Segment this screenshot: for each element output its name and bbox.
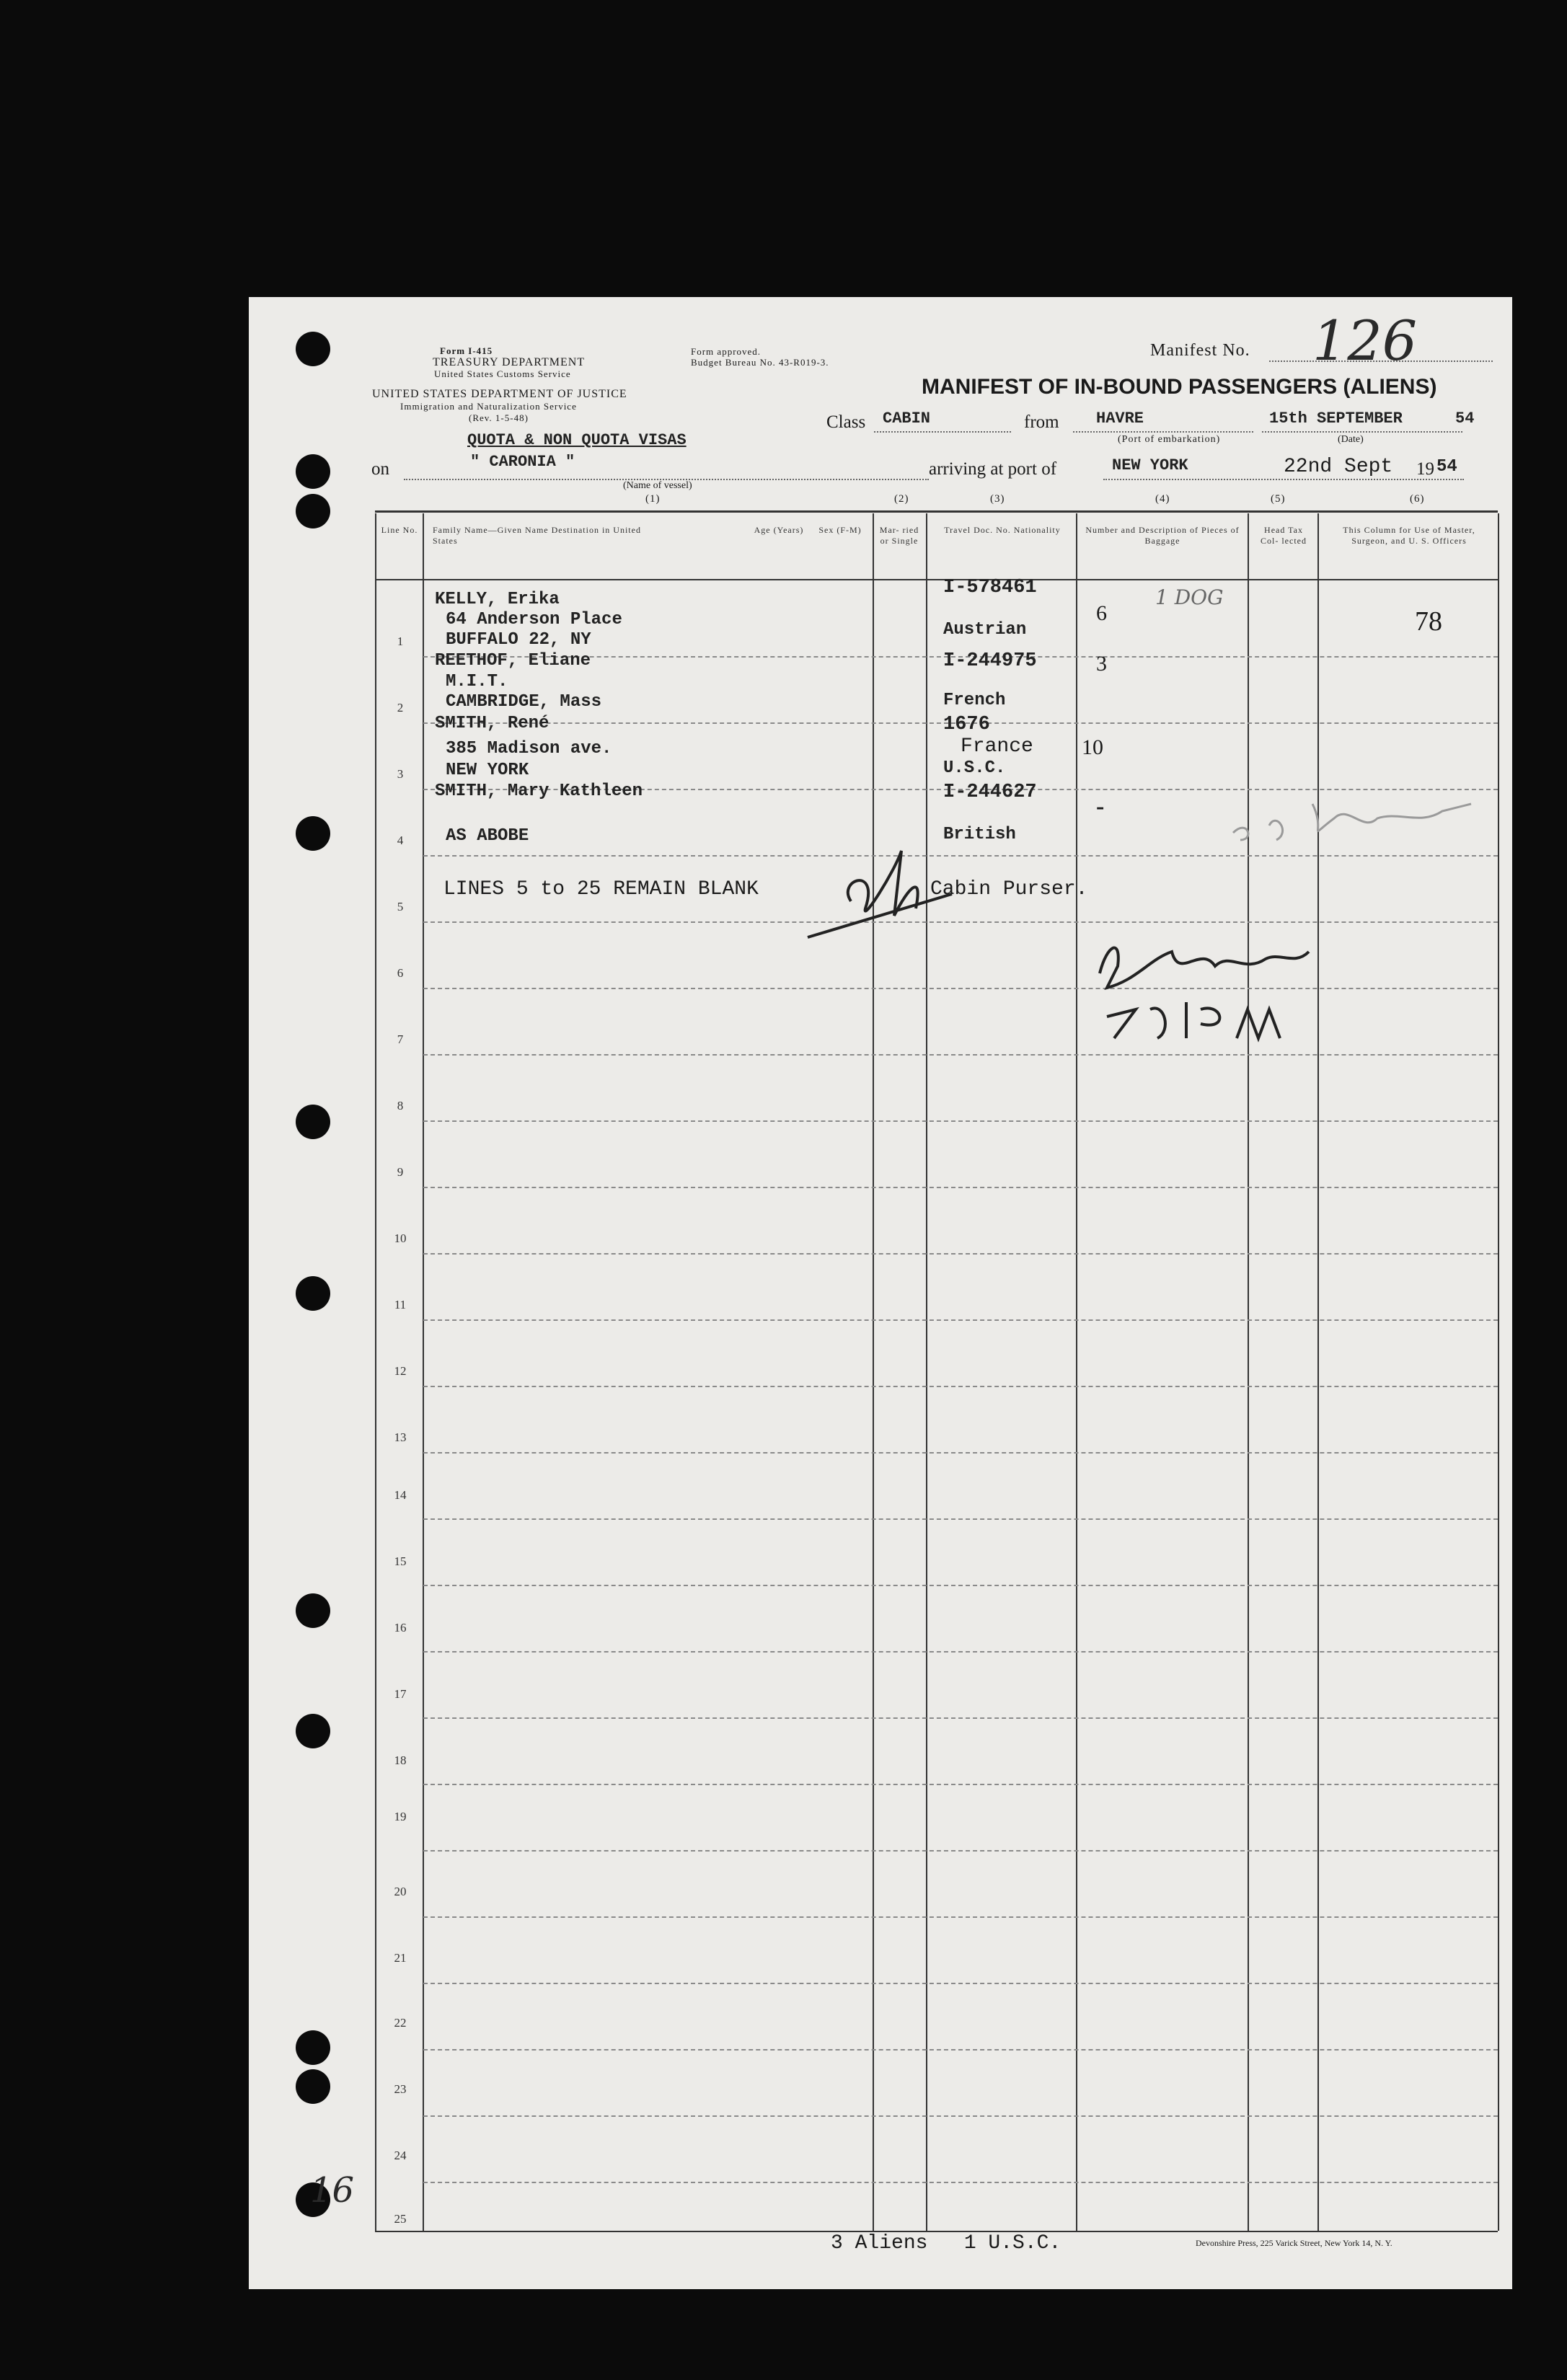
purser-signature (793, 829, 966, 952)
header-head-tax: Head Tax Col- lected (1261, 525, 1307, 546)
punch-hole (296, 1105, 330, 1139)
remain-blank-note: LINES 5 to 25 REMAIN BLANK (443, 878, 759, 901)
arrival-date: 22nd Sept (1284, 456, 1393, 478)
line-number: 4 (397, 833, 404, 847)
on-label: on (371, 459, 389, 479)
entry-address: AS ABOBE (446, 826, 529, 846)
line-number: 10 (394, 1231, 407, 1245)
quota-note: QUOTA & NON QUOTA VISAS (467, 431, 687, 449)
line-number: 14 (394, 1488, 407, 1502)
arrival-year: 54 (1436, 457, 1457, 477)
entry-baggage: 6 (1096, 601, 1107, 625)
port-embarkation-label: (Port of embarkation) (1118, 434, 1221, 445)
punch-hole (296, 2030, 330, 2065)
line-number: 19 (394, 1810, 407, 1823)
rev-date: (Rev. 1-5-48) (469, 412, 529, 423)
entry-doc: 1676 (943, 714, 990, 735)
entry-city: BUFFALO 22, NY (446, 630, 591, 650)
from-port: HAVRE (1096, 410, 1144, 428)
header-name: Family Name—Given Name Destination in United States (433, 525, 641, 546)
header-officers: This Column for Use of Master, Surgeon, and U. S. Officers (1343, 525, 1475, 546)
entry-nationality: Austrian (943, 620, 1027, 640)
entry-nationality-2: U.S.C. (943, 758, 1006, 778)
colnum-3: (3) (990, 493, 1005, 505)
date-label: (Date) (1338, 434, 1364, 445)
dept-ins: Immigration and Naturalization Service (400, 401, 577, 412)
departure-year: 54 (1455, 410, 1475, 428)
colnum-2: (2) (894, 493, 909, 505)
line-number: 5 (397, 900, 404, 913)
entry-nationality: France (961, 735, 1033, 758)
margin-scribble (1226, 789, 1486, 847)
line-number: 21 (394, 1951, 407, 1965)
header-married: Mar- ried or Single (879, 525, 919, 546)
printer-imprint: Devonshire Press, 225 Varick Street, New York 14, N. Y. (1196, 2238, 1392, 2248)
entry-nationality: French (943, 691, 1006, 710)
margin-number: 16 (310, 2170, 355, 2211)
line-number: 16 (394, 1621, 407, 1634)
form-approved: Form approved. (691, 346, 762, 357)
line-number: 12 (394, 1364, 407, 1378)
colnum-1: (1) (645, 493, 661, 505)
line-number: 24 (394, 2149, 407, 2162)
header-baggage: Number and Description of Pieces of Baggage (1085, 525, 1240, 546)
header-travel-doc: Travel Doc. No. Nationality (944, 525, 1061, 535)
line-number: 20 (394, 1885, 407, 1898)
header-sex: Sex (F-M) (818, 525, 862, 535)
cabin-purser-label: Cabin Purser. (930, 878, 1088, 901)
punch-hole (296, 1593, 330, 1628)
punch-hole (296, 816, 330, 851)
form-number: Form I-415 (440, 345, 493, 356)
entry-baggage: - (1096, 793, 1105, 820)
punch-hole (296, 454, 330, 489)
line-number: 2 (397, 701, 404, 715)
line-number: 13 (394, 1430, 407, 1444)
entry-address: M.I.T. (446, 672, 508, 691)
entry-doc: I-244627 (943, 782, 1037, 803)
vessel-label: (Name of vessel) (623, 480, 692, 491)
departure-date: 15th SEPTEMBER (1269, 410, 1403, 428)
arrival-port: NEW YORK (1112, 456, 1188, 474)
line-number: 11 (394, 1298, 407, 1311)
header-line-no: Line No. (381, 525, 418, 535)
entry-name: REETHOF, Eliane (435, 651, 591, 671)
line-number: 1 (397, 634, 404, 648)
entry-name: SMITH, René (435, 714, 549, 733)
entry-doc: I-578461 (943, 577, 1037, 598)
entry-baggage: 10 (1082, 735, 1103, 759)
punch-hole (296, 1276, 330, 1311)
dept-customs: United States Customs Service (434, 368, 571, 379)
entry-officer-number: 78 (1415, 606, 1442, 637)
table-top-border (375, 510, 1498, 513)
table-header-border (375, 579, 1498, 580)
entry-doc: I-244975 (943, 650, 1037, 672)
line-number: 18 (394, 1753, 407, 1767)
dept-treasury: TREASURY DEPARTMENT (433, 356, 586, 368)
budget-bureau: Budget Bureau No. 43-R019-3. (691, 357, 829, 368)
line-number: 8 (397, 1099, 404, 1112)
line-number: 7 (397, 1032, 404, 1046)
dept-justice: UNITED STATES DEPARTMENT OF JUSTICE (372, 388, 627, 400)
entry-nationality: British (943, 825, 1016, 844)
handwritten-time (1096, 999, 1216, 1027)
line-number: 25 (394, 2212, 407, 2226)
colnum-6: (6) (1410, 493, 1425, 505)
from-label: from (1024, 412, 1059, 432)
punch-hole (296, 494, 330, 528)
punch-hole (296, 2069, 330, 2104)
line-number: 6 (397, 966, 404, 980)
manifest-number: 126 (1312, 309, 1418, 373)
entry-baggage-note: 1 DOG (1155, 585, 1224, 609)
vessel-name: " CARONIA " (470, 453, 575, 471)
manifest-title: MANIFEST OF IN-BOUND PASSENGERS (ALIENS) (922, 375, 1437, 399)
entry-baggage: 3 (1096, 652, 1107, 676)
line-number: 17 (394, 1687, 407, 1701)
manifest-label: Manifest No. (1150, 341, 1250, 360)
entry-city: CAMBRIDGE, Mass (446, 692, 602, 712)
entry-address: 64 Anderson Place (446, 610, 622, 629)
header-age: Age (Years) (754, 525, 804, 535)
entry-name: KELLY, Erika (435, 590, 560, 609)
entry-city: NEW YORK (446, 761, 529, 780)
entry-name: SMITH, Mary Kathleen (435, 782, 643, 801)
punch-hole (296, 332, 330, 366)
punch-hole (296, 1714, 330, 1748)
colnum-5: (5) (1271, 493, 1286, 505)
line-number: 3 (397, 767, 404, 781)
line-number: 22 (394, 2016, 407, 2030)
line-number: 15 (394, 1554, 407, 1568)
entry-address: 385 Madison ave. (446, 739, 612, 758)
colnum-4: (4) (1155, 493, 1170, 505)
arriving-label: arriving at port of (929, 459, 1057, 479)
line-number: 9 (397, 1165, 404, 1179)
line-number: 23 (394, 2082, 407, 2096)
class-label: Class (826, 412, 866, 432)
class-value: CABIN (883, 410, 931, 428)
footer-count: 3 Aliens 1 U.S.C. (831, 2232, 1061, 2255)
arrival-year-prefix: 19 (1416, 459, 1434, 479)
